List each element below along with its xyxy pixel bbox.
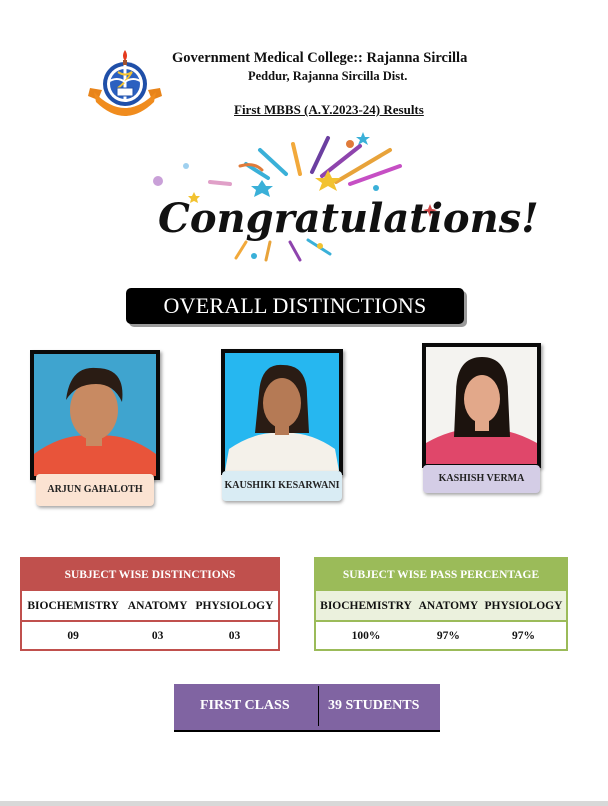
student-name-tag-3: KASHISH VERMA bbox=[423, 465, 540, 493]
table-header-cell: PHYSIOLOGY bbox=[481, 591, 567, 621]
overall-distinctions-banner: OVERALL DISTINCTIONS bbox=[126, 288, 464, 324]
student-photo-kaushiki bbox=[221, 349, 343, 475]
college-name: Government Medical College:: Rajanna Sircilla bbox=[172, 50, 468, 66]
student-name-tag-2: KAUSHIKI KESARWANI bbox=[222, 471, 342, 501]
subject-pass-title: SUBJECT WISE PASS PERCENTAGE bbox=[315, 558, 567, 591]
student-name-tag-1: ARJUN GAHALOTH bbox=[36, 474, 154, 506]
congratulations-graphic bbox=[150, 126, 539, 262]
table-cell: 100% bbox=[351, 629, 381, 642]
college-address: Peddur, Rajanna Sircilla Dist. bbox=[248, 69, 408, 83]
student-photo-arjun bbox=[30, 350, 160, 480]
table-header-cell: BIOCHEMISTRY bbox=[21, 591, 124, 621]
congrats-text: Congratulations! bbox=[158, 195, 539, 242]
student-photo-kashish bbox=[422, 343, 541, 468]
table-cell: 97% bbox=[511, 629, 535, 642]
first-class-label: FIRST CLASS bbox=[200, 698, 290, 713]
college-logo bbox=[84, 46, 166, 122]
table-header-cell: BIOCHEMISTRY bbox=[315, 591, 416, 621]
table-cell: 97% bbox=[436, 629, 460, 642]
table-header-cell: PHYSIOLOGY bbox=[191, 591, 279, 621]
table-cell: 09 bbox=[67, 629, 79, 642]
first-class-divider bbox=[318, 686, 319, 726]
table-cell: 03 bbox=[228, 629, 241, 642]
table-header-cell: ANATOMY bbox=[416, 591, 481, 621]
table-cell: 03 bbox=[151, 629, 164, 642]
subject-distinctions-title: SUBJECT WISE DISTINCTIONS bbox=[21, 558, 279, 591]
table-header-cell: ANATOMY bbox=[124, 591, 191, 621]
page-bottom-border bbox=[0, 801, 608, 806]
results-title: First MBBS (A.Y.2023-24) Results bbox=[234, 102, 424, 117]
subject-distinctions-table bbox=[20, 557, 280, 651]
subject-pass-table bbox=[314, 557, 568, 651]
first-class-value: 39 STUDENTS bbox=[328, 698, 420, 713]
